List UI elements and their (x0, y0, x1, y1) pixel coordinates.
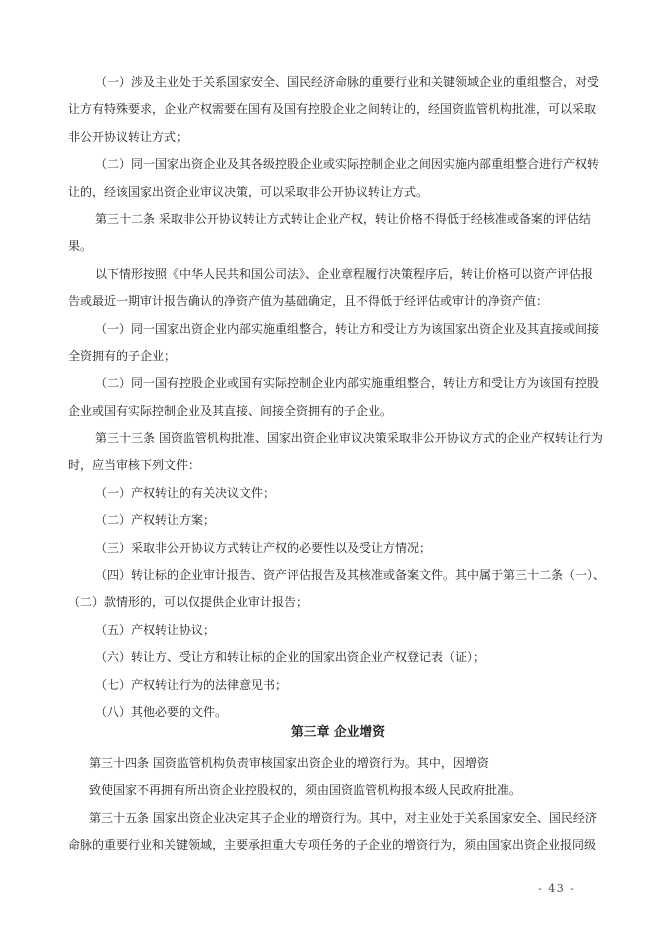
text-line: （二）产权转让方案； (95, 513, 216, 528)
chapter-heading: 第三章 企业增资 (290, 725, 386, 741)
text-line: （二）同一国有控股企业或国有实际控制企业内部实施重组整合，转让方和受让方为该国有控股 (95, 376, 600, 391)
document-body (68, 69, 608, 859)
text-line: 命脉的重要行业和关键领域，主要承担重大专项任务的子企业的增资行为，须由国家出资企业报同级 (68, 837, 597, 852)
text-line: 让方有特殊要求，企业产权需要在国有及国有控股企业之间转让的，经国资监管机构批准，可以采取 (68, 102, 597, 117)
text-line: 致使国家不再拥有所出资企业控股权的，须由国资监管机构报本级人民政府批准。 (89, 783, 522, 798)
text-line: 时，应当审核下列文件： (68, 458, 201, 473)
text-line: （七）产权转让行为的法律意见书； (95, 677, 288, 692)
text-line: （四）转让标的企业审计报告、资产评估报告及其核准或备案文件。其中属于第三十二条（一）、 (95, 568, 606, 583)
text-line: 第三十三条 国资监管机构批准、国家出资企业审议决策采取非公开协议方式的企业产权转让行为 (95, 431, 603, 446)
text-line: 以下情形按照《中华人民共和国公司法》、企业章程履行决策程序后，转让价格可以资产评估报 (95, 266, 594, 281)
text-line: 第三十二条 采取非公开协议转让方式转让企业产权，转让价格不得低于经核准或备案的评估结 (95, 211, 591, 226)
text-line: 全资拥有的子企业； (68, 348, 177, 363)
text-line: （五）产权转让协议； (95, 622, 216, 637)
page-number: - 43 - (538, 882, 576, 895)
text-line: （一）同一国家出资企业内部实施重组整合，转让方和受让方为该国家出资企业及其直接或间接 (95, 321, 600, 336)
text-line: （八）其他必要的文件。 (95, 704, 228, 719)
text-line: 果。 (68, 239, 93, 254)
text-line: 第三十五条 国家出资企业决定其子企业的增资行为。其中，对主业处于关系国家安全、国民经济 (89, 810, 597, 825)
text-line: （三）采取非公开协议方式转让产权的必要性以及受让方情况； (95, 540, 432, 555)
text-line: （六）转让方、受让方和转让标的企业的国家出资企业产权登记表（证）； (95, 650, 486, 665)
text-line: （一）涉及主业处于关系国家安全、国民经济命脉的重要行业和关键领域企业的重组整合，对受 (95, 75, 600, 89)
text-line: 非公开协议转让方式； (68, 129, 189, 144)
text-line: （二）款情形的，可以仅提供企业审计报告； (68, 595, 309, 610)
text-line: 让的，经该国家出资企业审议决策，可以采取非公开协议转让方式。 (68, 184, 429, 199)
text-line: 告或最近一期审计报告确认的净资产值为基础确定，且不得低于经评估或审计的净资产值： (68, 294, 549, 309)
text-line: 第三十四条 国资监管机构负责审核国家出资企业的增资行为。其中，因增资 (89, 755, 489, 770)
text-line: （二）同一国家出资企业及其各级控股企业或实际控制企业之间因实施内部重组整合进行产权转 (95, 157, 600, 172)
text-line: （一）产权转让的有关决议文件； (95, 485, 276, 500)
text-line: 企业或国有实际控制企业及其直接、间接全资拥有的子企业。 (68, 403, 393, 418)
